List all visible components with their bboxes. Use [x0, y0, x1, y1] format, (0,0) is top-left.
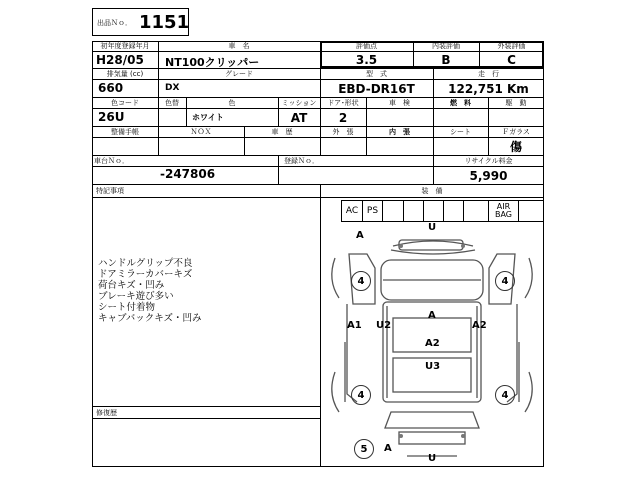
exterior-tag-label: 外 張: [332, 128, 354, 136]
remark-line: シート付着物: [98, 302, 156, 313]
mark-center-a2: A2: [425, 338, 440, 349]
glass-label: Ｆガラス: [502, 128, 530, 136]
mark-tire-right-rear: 4: [495, 385, 515, 405]
equipment-airbag: AIR BAG: [494, 201, 513, 219]
mark-spare-tire: 5: [354, 439, 374, 459]
mileage-label: 走 行: [478, 70, 499, 78]
mileage-value: 122,751 Km: [448, 81, 529, 96]
displacement-label: 排気量 (cc): [106, 70, 144, 78]
remarks-list: [98, 258, 202, 324]
color-swap-label: 色替: [165, 99, 179, 107]
remark-line: ドアミラーカバーキズ: [98, 269, 193, 280]
mark-front-a: A: [356, 230, 364, 241]
mark-tire-right-front: 4: [495, 271, 515, 291]
glass-value: 傷: [509, 140, 522, 154]
remark-line: 荷台キズ・凹み: [98, 280, 165, 291]
model-name-value: NT100クリッパー: [165, 56, 260, 69]
equipment-label: 装 備: [421, 187, 443, 195]
doors-label: ドア･形状: [327, 99, 359, 107]
exterior-label: 外装評価: [497, 42, 526, 50]
chassis-label: 車台Ｎｏ．: [94, 157, 129, 165]
lot-label: 出品Ｎｏ．: [97, 19, 132, 27]
mark-center-a: A: [428, 310, 436, 321]
mark-rear-a: A: [384, 443, 392, 454]
rear-gate: [385, 412, 479, 428]
remark-line: ハンドルグリップ不良: [98, 258, 193, 269]
grade-value: DX: [165, 83, 180, 93]
mark-u2: U2: [376, 320, 392, 331]
recycle-value: 5,990: [469, 168, 508, 183]
transmission-label: ミッション: [281, 99, 317, 107]
transmission-value: AT: [290, 110, 308, 125]
grade-label: グレード: [225, 70, 253, 78]
first-reg-label: 初年度登録年月: [100, 42, 150, 50]
rear-bumper: [399, 432, 465, 444]
mark-tire-left-rear: 4: [351, 385, 371, 405]
remark-line: ブレーキ遊び多い: [98, 291, 174, 302]
displacement-value: 660: [98, 81, 124, 95]
remark-line: キャブバックキズ・凹み: [98, 313, 202, 324]
chassis-value: -247806: [160, 167, 216, 181]
first-reg-value: H28/05: [96, 53, 144, 67]
equipment-ps: PS: [366, 206, 379, 216]
fuel-label: 燃 料: [450, 99, 471, 107]
recycle-label: リサイクル料金: [464, 157, 513, 165]
score-value: 3.5: [355, 53, 378, 67]
exterior-value: C: [507, 53, 516, 67]
mark-center-u3: U3: [425, 361, 441, 372]
interior-label: 内装評価: [432, 42, 460, 50]
model-name-label: 車 名: [228, 42, 250, 50]
model-code-value: EBD-DR16T: [338, 81, 415, 96]
repair-history-label: 修復歴: [96, 409, 117, 417]
mark-rear-u: U: [428, 453, 437, 464]
nox-label: ＮＯＸ: [190, 128, 212, 136]
mark-a1: A1: [347, 320, 362, 331]
model-code-label: 型 式: [366, 70, 387, 78]
color-label: 色: [228, 99, 236, 107]
score-label: 評価点: [356, 42, 377, 50]
mark-tire-left-front: 4: [351, 271, 371, 291]
lot-number-box: [92, 8, 189, 36]
color-value: ホワイト: [192, 113, 224, 122]
doors-value: 2: [338, 110, 348, 125]
front-roof-line: [393, 241, 473, 246]
color-code-label: 色コード: [111, 99, 139, 107]
mark-right-a2: A2: [472, 320, 487, 331]
drive-label: 駆 動: [505, 99, 527, 107]
lot-number: 1151: [139, 12, 190, 33]
interior-tag-label: 内 張: [389, 128, 410, 136]
history-label: 車 歴: [271, 128, 293, 136]
registration-label: 登録Ｎｏ．: [284, 157, 319, 165]
color-code-value: 26U: [98, 110, 125, 124]
inspection-label: 車 検: [389, 99, 410, 107]
seat-label: シート: [450, 128, 471, 136]
interior-value: B: [441, 53, 451, 67]
remarks-label: 特記事項: [96, 187, 124, 195]
handbook-label: 整備手帳: [111, 128, 139, 136]
equipment-ac: AC: [345, 206, 359, 216]
mark-front-u: U: [428, 222, 437, 233]
